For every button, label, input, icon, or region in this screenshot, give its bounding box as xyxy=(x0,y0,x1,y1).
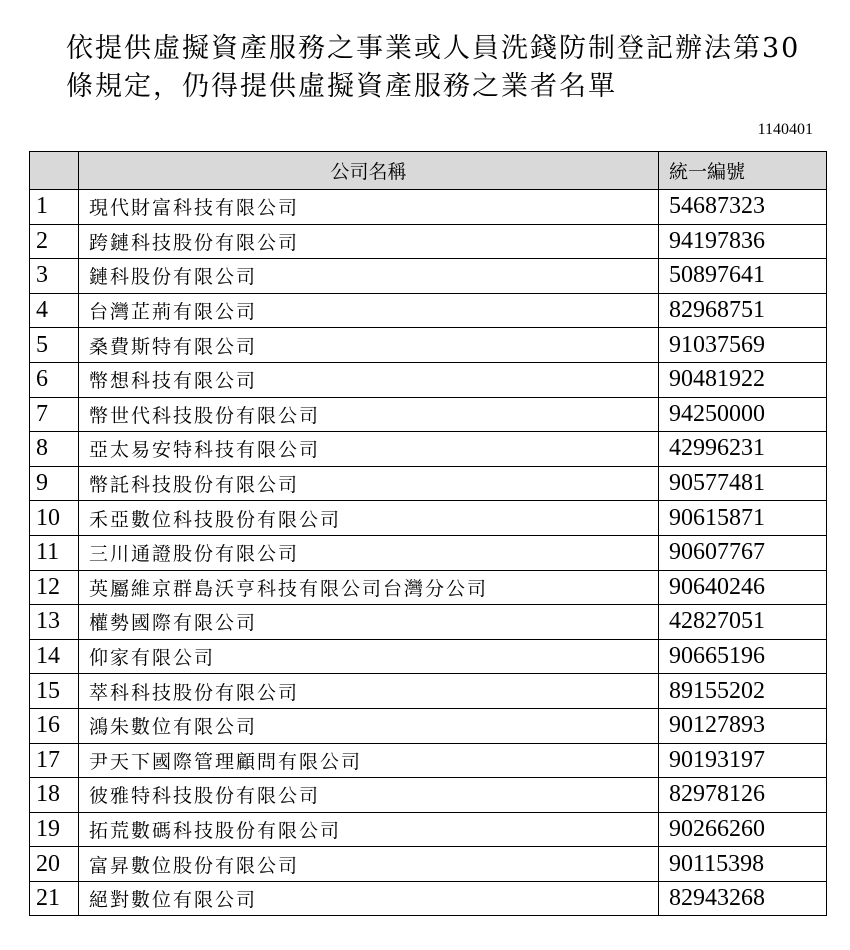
company-name: 幣想科技有限公司 xyxy=(79,362,659,397)
unified-business-number: 90266260 xyxy=(659,812,827,847)
unified-business-number: 90193197 xyxy=(659,743,827,778)
table-row xyxy=(30,259,827,294)
table-row xyxy=(30,881,827,916)
table-row xyxy=(30,570,827,605)
company-name: 萃科科技股份有限公司 xyxy=(79,674,659,709)
table-row xyxy=(30,432,827,467)
table-row xyxy=(30,847,827,882)
document-date-code: 1140401 xyxy=(757,121,813,138)
company-name: 絕對數位有限公司 xyxy=(79,881,659,916)
row-number: 1 xyxy=(30,190,79,225)
row-number: 10 xyxy=(30,501,79,536)
row-number: 3 xyxy=(30,259,79,294)
table-row xyxy=(30,397,827,432)
table-header-row xyxy=(30,152,827,190)
unified-business-number: 54687323 xyxy=(659,190,827,225)
unified-business-number: 82968751 xyxy=(659,293,827,328)
row-number: 20 xyxy=(30,847,79,882)
row-number: 17 xyxy=(30,743,79,778)
unified-business-number: 50897641 xyxy=(659,259,827,294)
company-name: 仰家有限公司 xyxy=(79,639,659,674)
company-name: 桑費斯特有限公司 xyxy=(79,328,659,363)
row-number: 4 xyxy=(30,293,79,328)
unified-business-number: 82978126 xyxy=(659,778,827,813)
company-name: 英屬維京群島沃亨科技有限公司台灣分公司 xyxy=(79,570,659,605)
row-number: 21 xyxy=(30,881,79,916)
table-row xyxy=(30,708,827,743)
row-number: 8 xyxy=(30,432,79,467)
table-row xyxy=(30,674,827,709)
row-number: 16 xyxy=(30,708,79,743)
row-number: 14 xyxy=(30,639,79,674)
unified-business-number: 90115398 xyxy=(659,847,827,882)
row-number: 11 xyxy=(30,535,79,570)
header-index xyxy=(30,152,79,190)
table-row xyxy=(30,812,827,847)
row-number: 2 xyxy=(30,224,79,259)
row-number: 7 xyxy=(30,397,79,432)
company-name: 拓荒數碼科技股份有限公司 xyxy=(79,812,659,847)
unified-business-number: 90577481 xyxy=(659,466,827,501)
row-number: 9 xyxy=(30,466,79,501)
company-name: 幣託科技股份有限公司 xyxy=(79,466,659,501)
table-row xyxy=(30,190,827,225)
company-name: 彼雅特科技股份有限公司 xyxy=(79,778,659,813)
company-name: 三川通證股份有限公司 xyxy=(79,535,659,570)
table-row xyxy=(30,639,827,674)
unified-business-number: 90615871 xyxy=(659,501,827,536)
row-number: 6 xyxy=(30,362,79,397)
unified-business-number: 90665196 xyxy=(659,639,827,674)
document-title: 依提供虛擬資產服務之事業或人員洗錢防制登記辦法第30條規定，仍得提供虛擬資產服務之業者名單 xyxy=(66,33,801,102)
table-row xyxy=(30,778,827,813)
table-row xyxy=(30,224,827,259)
company-name: 鴻朱數位有限公司 xyxy=(79,708,659,743)
company-name: 亞太易安特科技有限公司 xyxy=(79,432,659,467)
table-row xyxy=(30,466,827,501)
unified-business-number: 82943268 xyxy=(659,881,827,916)
company-name: 鏈科股份有限公司 xyxy=(79,259,659,294)
table-row xyxy=(30,535,827,570)
table-row xyxy=(30,328,827,363)
header-unified-number: 統一編號 xyxy=(659,152,827,190)
unified-business-number: 90607767 xyxy=(659,535,827,570)
company-name: 台灣芷荊有限公司 xyxy=(79,293,659,328)
header-company-name: 公司名稱 xyxy=(79,152,659,190)
company-name: 權勢國際有限公司 xyxy=(79,605,659,640)
unified-business-number: 90481922 xyxy=(659,362,827,397)
company-name: 跨鏈科技股份有限公司 xyxy=(79,224,659,259)
company-name: 富昇數位股份有限公司 xyxy=(79,847,659,882)
table-row xyxy=(30,743,827,778)
table-row xyxy=(30,501,827,536)
unified-business-number: 89155202 xyxy=(659,674,827,709)
unified-business-number: 90640246 xyxy=(659,570,827,605)
company-name: 尹天下國際管理顧問有限公司 xyxy=(79,743,659,778)
row-number: 15 xyxy=(30,674,79,709)
unified-business-number: 94197836 xyxy=(659,224,827,259)
unified-business-number: 94250000 xyxy=(659,397,827,432)
unified-business-number: 91037569 xyxy=(659,328,827,363)
table-body xyxy=(30,190,827,916)
unified-business-number: 42996231 xyxy=(659,432,827,467)
row-number: 18 xyxy=(30,778,79,813)
vasp-list-table xyxy=(29,151,827,916)
row-number: 5 xyxy=(30,328,79,363)
company-name: 禾亞數位科技股份有限公司 xyxy=(79,501,659,536)
company-name: 現代財富科技有限公司 xyxy=(79,190,659,225)
row-number: 13 xyxy=(30,605,79,640)
row-number: 12 xyxy=(30,570,79,605)
unified-business-number: 42827051 xyxy=(659,605,827,640)
table-row xyxy=(30,605,827,640)
row-number: 19 xyxy=(30,812,79,847)
unified-business-number: 90127893 xyxy=(659,708,827,743)
company-name: 幣世代科技股份有限公司 xyxy=(79,397,659,432)
table-row xyxy=(30,293,827,328)
table-row xyxy=(30,362,827,397)
